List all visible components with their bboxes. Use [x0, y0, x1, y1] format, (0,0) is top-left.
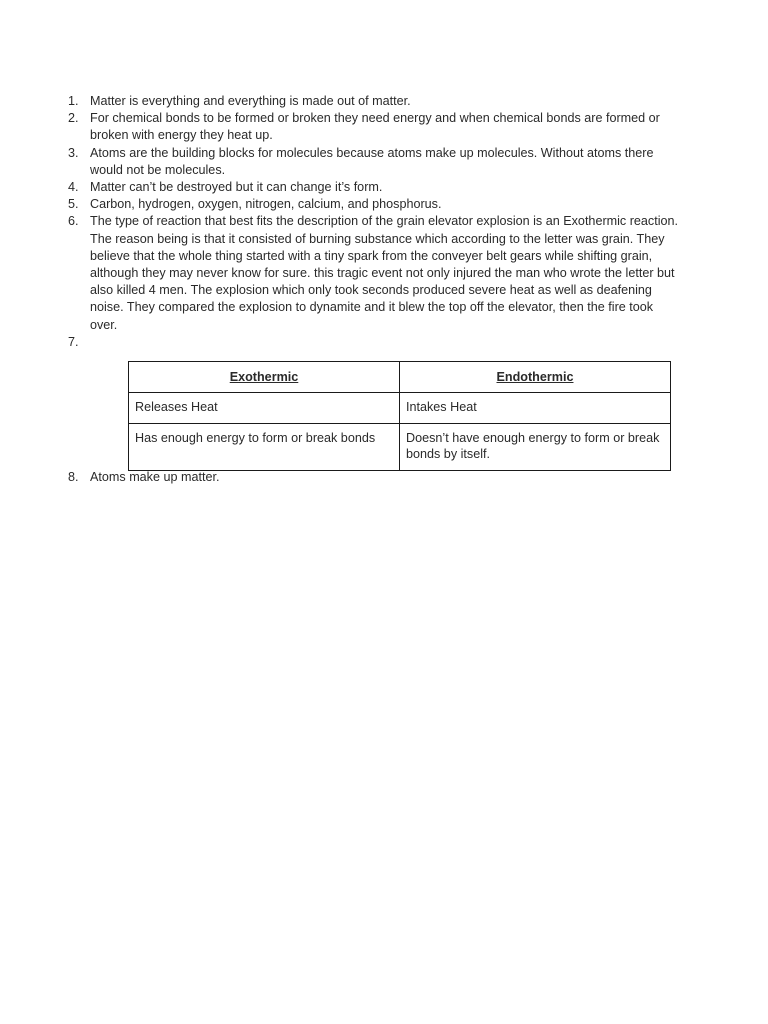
list-item-number: 7.	[68, 334, 79, 349]
column-header-endothermic: Endothermic	[400, 362, 671, 393]
list-item-text: The type of reaction that best fits the description of the grain elevator explosion is an Exothermic reaction. The reason being is that it consisted of burning substance which according to the letter was grain. They believe that the whole thing started with a tiny spark from the conveyer belt gears while shifting grain, although they may never know for sure. this tragic event not only injured the man who wrote the letter but also killed 4 men. The explosion which only took seconds produced severe heat as well as deafening noise. They compared the explosion to dynamite and it blew the top off the elevator, then the fire took over.	[90, 214, 679, 332]
list-item-number: 8.	[68, 470, 79, 484]
list-item-number: 1.	[68, 94, 79, 108]
list-item	[60, 469, 690, 486]
table-cell: Has enough energy to form or break bonds	[129, 424, 400, 471]
list-item	[60, 145, 682, 179]
list-item	[60, 110, 682, 144]
table-cell: Doesn’t have enough energy to form or break bonds by itself.	[400, 424, 671, 471]
list-item-text: Atoms are the building blocks for molecules because atoms make up molecules. Without atoms there would not be molecules.	[90, 145, 654, 177]
table-row	[129, 393, 671, 424]
list-item	[60, 93, 682, 110]
list-item	[60, 213, 682, 333]
reaction-comparison-table	[128, 361, 671, 471]
table-cell: Intakes Heat	[400, 393, 671, 424]
table-header-row	[129, 362, 671, 393]
list-item-text: Matter can’t be destroyed but it can change it’s form.	[90, 180, 383, 195]
list-item-number: 3.	[68, 145, 79, 160]
list-item	[60, 196, 682, 213]
column-header-exothermic: Exothermic	[129, 362, 400, 393]
table-cell: Releases Heat	[129, 393, 400, 424]
list-item-number: 6.	[68, 214, 79, 229]
list-item-text: For chemical bonds to be formed or broken they need energy and when chemical bonds are formed or broken with energy they heat up.	[90, 111, 660, 143]
list-item-text: Carbon, hydrogen, oxygen, nitrogen, calcium, and phosphorus.	[90, 197, 442, 212]
list-item-text: Matter is everything and everything is made out of matter.	[90, 94, 411, 108]
list-item-number: 4.	[68, 180, 79, 195]
list-item-text: Atoms make up matter.	[90, 470, 220, 484]
table-row	[129, 424, 671, 471]
list-item	[60, 179, 682, 196]
list-item-number: 2.	[68, 111, 79, 126]
numbered-list	[60, 93, 682, 349]
list-item-number: 5.	[68, 197, 79, 212]
